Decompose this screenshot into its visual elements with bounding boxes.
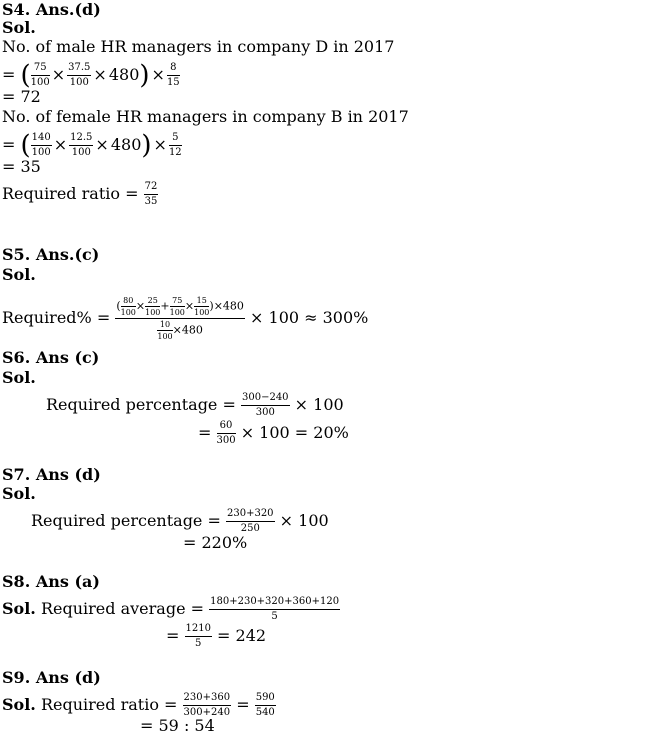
fraction: $\frac{230+320}{250}$ — [226, 508, 274, 534]
fraction: $\frac{75}{100}$ — [30, 62, 50, 88]
s9-equation: Sol. Required ratio = $\frac{230+360}{300+240}$ = $\frac{590}{540}$ — [2, 692, 275, 718]
s4-result2: = 35 — [2, 157, 41, 176]
s4-equation1: = ( $\frac{75}{100}$ × $\frac{37.5}{100}$ × 480) × $\frac{8}{15}$ — [2, 60, 180, 91]
s4-equation2: = ( $\frac{140}{100}$ × $\frac{12.5}{100}$ × 480) × $\frac{5}{12}$ — [2, 130, 182, 161]
s6-equation1: Required percentage = $\frac{300-240}{300}$ × 100 — [46, 392, 344, 418]
s4-result1: = 72 — [2, 87, 41, 106]
s5-equation: Required% = ( $\frac{80}{100}$ × $\frac{25}{100}$ + $\frac{75}{100}$ × $\frac{15}{100}$ )×480 $\frac{10}{100}$ ×480 × 100 ≈ 300% — [2, 296, 369, 341]
fraction: ( $\frac{80}{100}$ × $\frac{25}{100}$ + $\frac{75}{100}$ × $\frac{15}{100}$ )×480 $\frac{10}{100}$ ×480 — [116, 296, 244, 341]
s4-line1: No. of male HR managers in company D in 2017 — [2, 37, 395, 56]
s7-equation: Required percentage = $\frac{230+320}{250}$ × 100 — [31, 508, 329, 534]
fraction: $\frac{230+360}{300+240}$ — [183, 692, 231, 718]
fraction: $\frac{1210}{5}$ — [185, 623, 211, 649]
s4-ratio: Required ratio = $\frac{72}{35}$ — [2, 181, 158, 207]
fraction: $\frac{300-240}{300}$ — [241, 392, 289, 418]
s9-result: = 59 : 54 — [140, 716, 215, 735]
fraction: $\frac{180+230+320+360+120}{5}$ — [210, 596, 340, 622]
s4-sol-label: Sol. — [2, 18, 36, 37]
fraction: $\frac{37.5}{100}$ — [68, 62, 91, 88]
s8-equation2: = $\frac{1210}{5}$ = 242 — [166, 623, 267, 649]
s6-heading: S6. Ans (c) — [2, 348, 100, 367]
s4-heading: S4. Ans.(d) — [2, 0, 101, 19]
s7-sol-label: Sol. — [2, 484, 36, 503]
fraction: $\frac{12.5}{100}$ — [70, 132, 93, 158]
s4-line2: No. of female HR managers in company B in 2017 — [2, 107, 409, 126]
s5-heading: S5. Ans.(c) — [2, 245, 100, 264]
fraction: $\frac{8}{15}$ — [166, 62, 180, 88]
s7-heading: S7. Ans (d) — [2, 465, 101, 484]
s9-heading: S9. Ans (d) — [2, 668, 101, 687]
s8-heading: S8. Ans (a) — [2, 572, 100, 591]
s6-sol-label: Sol. — [2, 368, 36, 387]
s5-sol-label: Sol. — [2, 265, 36, 284]
s6-equation2: = $\frac{60}{300}$ × 100 = 20% — [198, 420, 349, 446]
fraction: $\frac{60}{300}$ — [216, 420, 236, 446]
s7-result: = 220% — [183, 533, 248, 552]
fraction: $\frac{140}{100}$ — [31, 132, 51, 158]
fraction: $\frac{5}{12}$ — [168, 132, 182, 158]
s8-equation1: Sol. Required average = $\frac{180+230+320+360+120}{5}$ — [2, 596, 340, 622]
fraction: $\frac{72}{35}$ — [144, 181, 158, 207]
fraction: $\frac{590}{540}$ — [255, 692, 275, 718]
